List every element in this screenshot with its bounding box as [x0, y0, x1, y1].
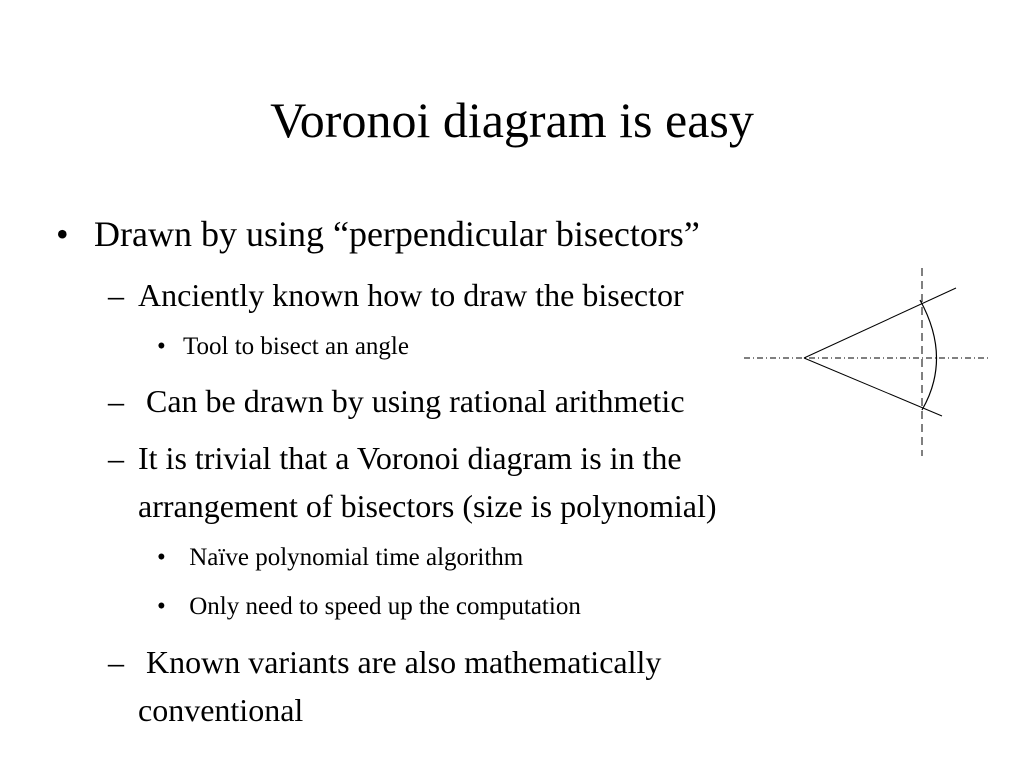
dash-marker: –	[108, 277, 124, 313]
bullet-marker: •	[157, 544, 166, 571]
bullet-text-line-1: It is trivial that a Voronoi diagram is in the	[138, 440, 682, 476]
bullet-text: Drawn by using “perpendicular bisectors”	[94, 214, 700, 254]
bullet-text: Anciently known how to draw the bisector	[138, 277, 684, 313]
dash-marker: –	[108, 440, 124, 476]
bullet-text: Tool to bisect an angle	[183, 333, 409, 360]
bullet-marker: •	[157, 333, 166, 360]
slide-title: Voronoi diagram is easy	[270, 92, 754, 148]
bullet-text-line-1: Known variants are also mathematically	[138, 644, 662, 680]
angle-bisector-figure	[740, 266, 990, 458]
bullet-text-line-2: conventional	[138, 692, 304, 728]
upper-ray	[804, 288, 956, 358]
bullet-text: Only need to speed up the computation	[183, 593, 581, 620]
dash-marker: –	[108, 383, 124, 419]
lower-ray	[804, 358, 942, 416]
bullet-text: Can be drawn by using rational arithmetic	[138, 383, 685, 419]
compass-arc	[920, 300, 937, 410]
bullet-text: Naïve polynomial time algorithm	[183, 544, 524, 571]
bullet-marker: •	[56, 214, 69, 254]
dash-marker: –	[108, 644, 124, 680]
bullet-marker: •	[157, 593, 166, 620]
bullet-text-line-2: arrangement of bisectors (size is polynomial)	[138, 488, 717, 524]
